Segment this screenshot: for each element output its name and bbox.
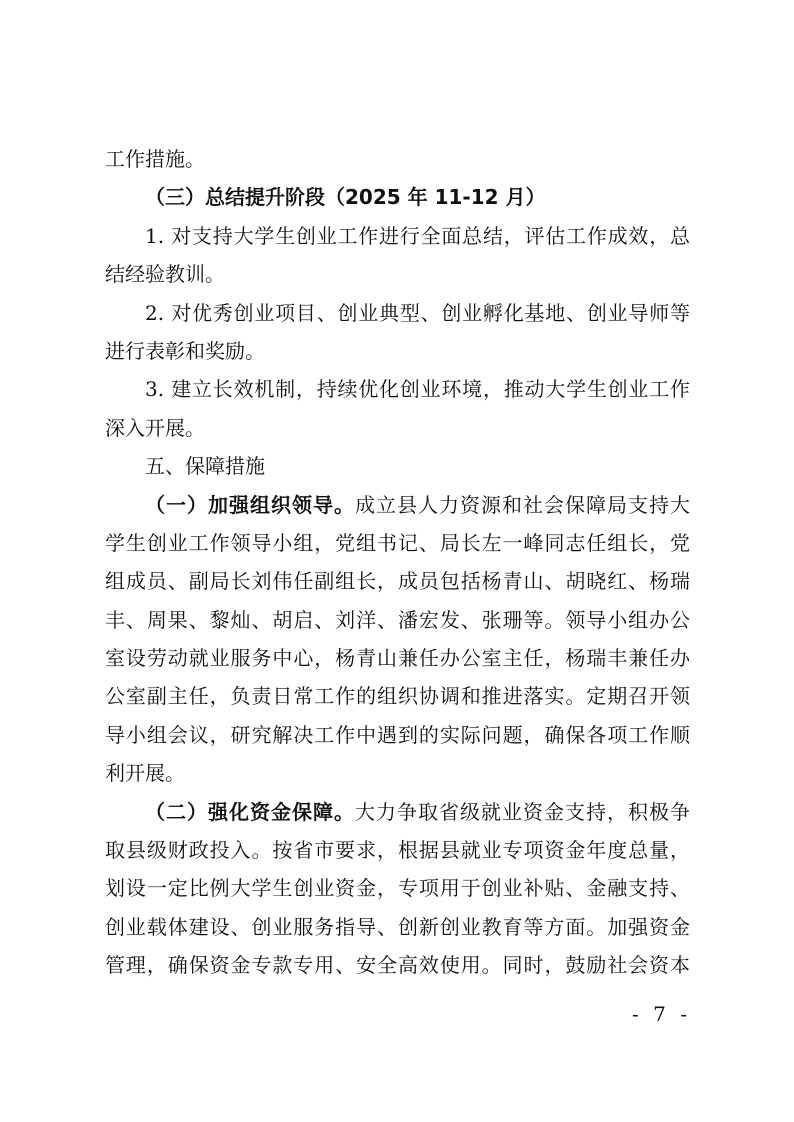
paragraph-line: 工作措施。	[105, 147, 205, 171]
paragraph-line: 利开展。	[105, 761, 185, 786]
chapter-heading: 五、保障措施	[145, 454, 265, 479]
paragraph-line	[105, 486, 690, 524]
document-body	[105, 140, 690, 985]
section-heading: （三）总结提升阶段（2025 年 11-12 月）	[145, 185, 546, 210]
paragraph-line: 公室副主任，负责日常工作的组织协调和推进落实。定期召开领	[105, 684, 690, 709]
paragraph-line: 组成员、副局长刘伟任副组长，成员包括杨青山、胡晓红、杨瑞	[105, 569, 690, 594]
paragraph-line: 创业载体建设、创业服务指导、创新创业教育等方面。加强资金	[105, 914, 690, 939]
paragraph-line: 划设一定比例大学生创业资金，专项用于创业补贴、金融支持、	[105, 876, 690, 901]
paragraph-line: 管理，确保资金专款专用、安全高效使用。同时，鼓励社会资本	[105, 953, 690, 978]
paragraph-text: 成立县人力资源和社会保障局支持大	[355, 492, 690, 517]
paragraph-line: 导小组会议，研究解决工作中遇到的实际问题，确保各项工作顺	[105, 722, 690, 747]
subsection-heading: （一）加强组织领导。	[145, 492, 355, 517]
paragraph-line: 结经验教训。	[105, 262, 225, 287]
paragraph-line: 1. 对支持大学生创业工作进行全面总结，评估工作成效，总	[145, 223, 690, 248]
paragraph-line: 进行表彰和奖励。	[105, 338, 265, 363]
page-number: - 7 -	[632, 1002, 691, 1026]
paragraph-line: 3. 建立长效机制，持续优化创业环境，推动大学生创业工作	[145, 377, 690, 402]
paragraph-line	[105, 793, 690, 831]
paragraph-line: 学生创业工作领导小组，党组书记、局长左一峰同志任组长，党	[105, 530, 690, 555]
paragraph-line: 室设劳动就业服务中心，杨青山兼任办公室主任，杨瑞丰兼任办	[105, 646, 690, 671]
paragraph-line: 丰、周果、黎灿、胡启、刘洋、潘宏发、张珊等。领导小组办公	[105, 607, 690, 632]
paragraph-line: 取县级财政投入。按省市要求，根据县就业专项资金年度总量，	[105, 838, 690, 863]
paragraph-line: 深入开展。	[105, 415, 205, 440]
subsection-heading: （二）强化资金保障。	[145, 799, 355, 824]
paragraph-line: 2. 对优秀创业项目、创业典型、创业孵化基地、创业导师等	[145, 300, 690, 325]
paragraph-text: 大力争取省级就业资金支持，积极争	[355, 799, 690, 824]
